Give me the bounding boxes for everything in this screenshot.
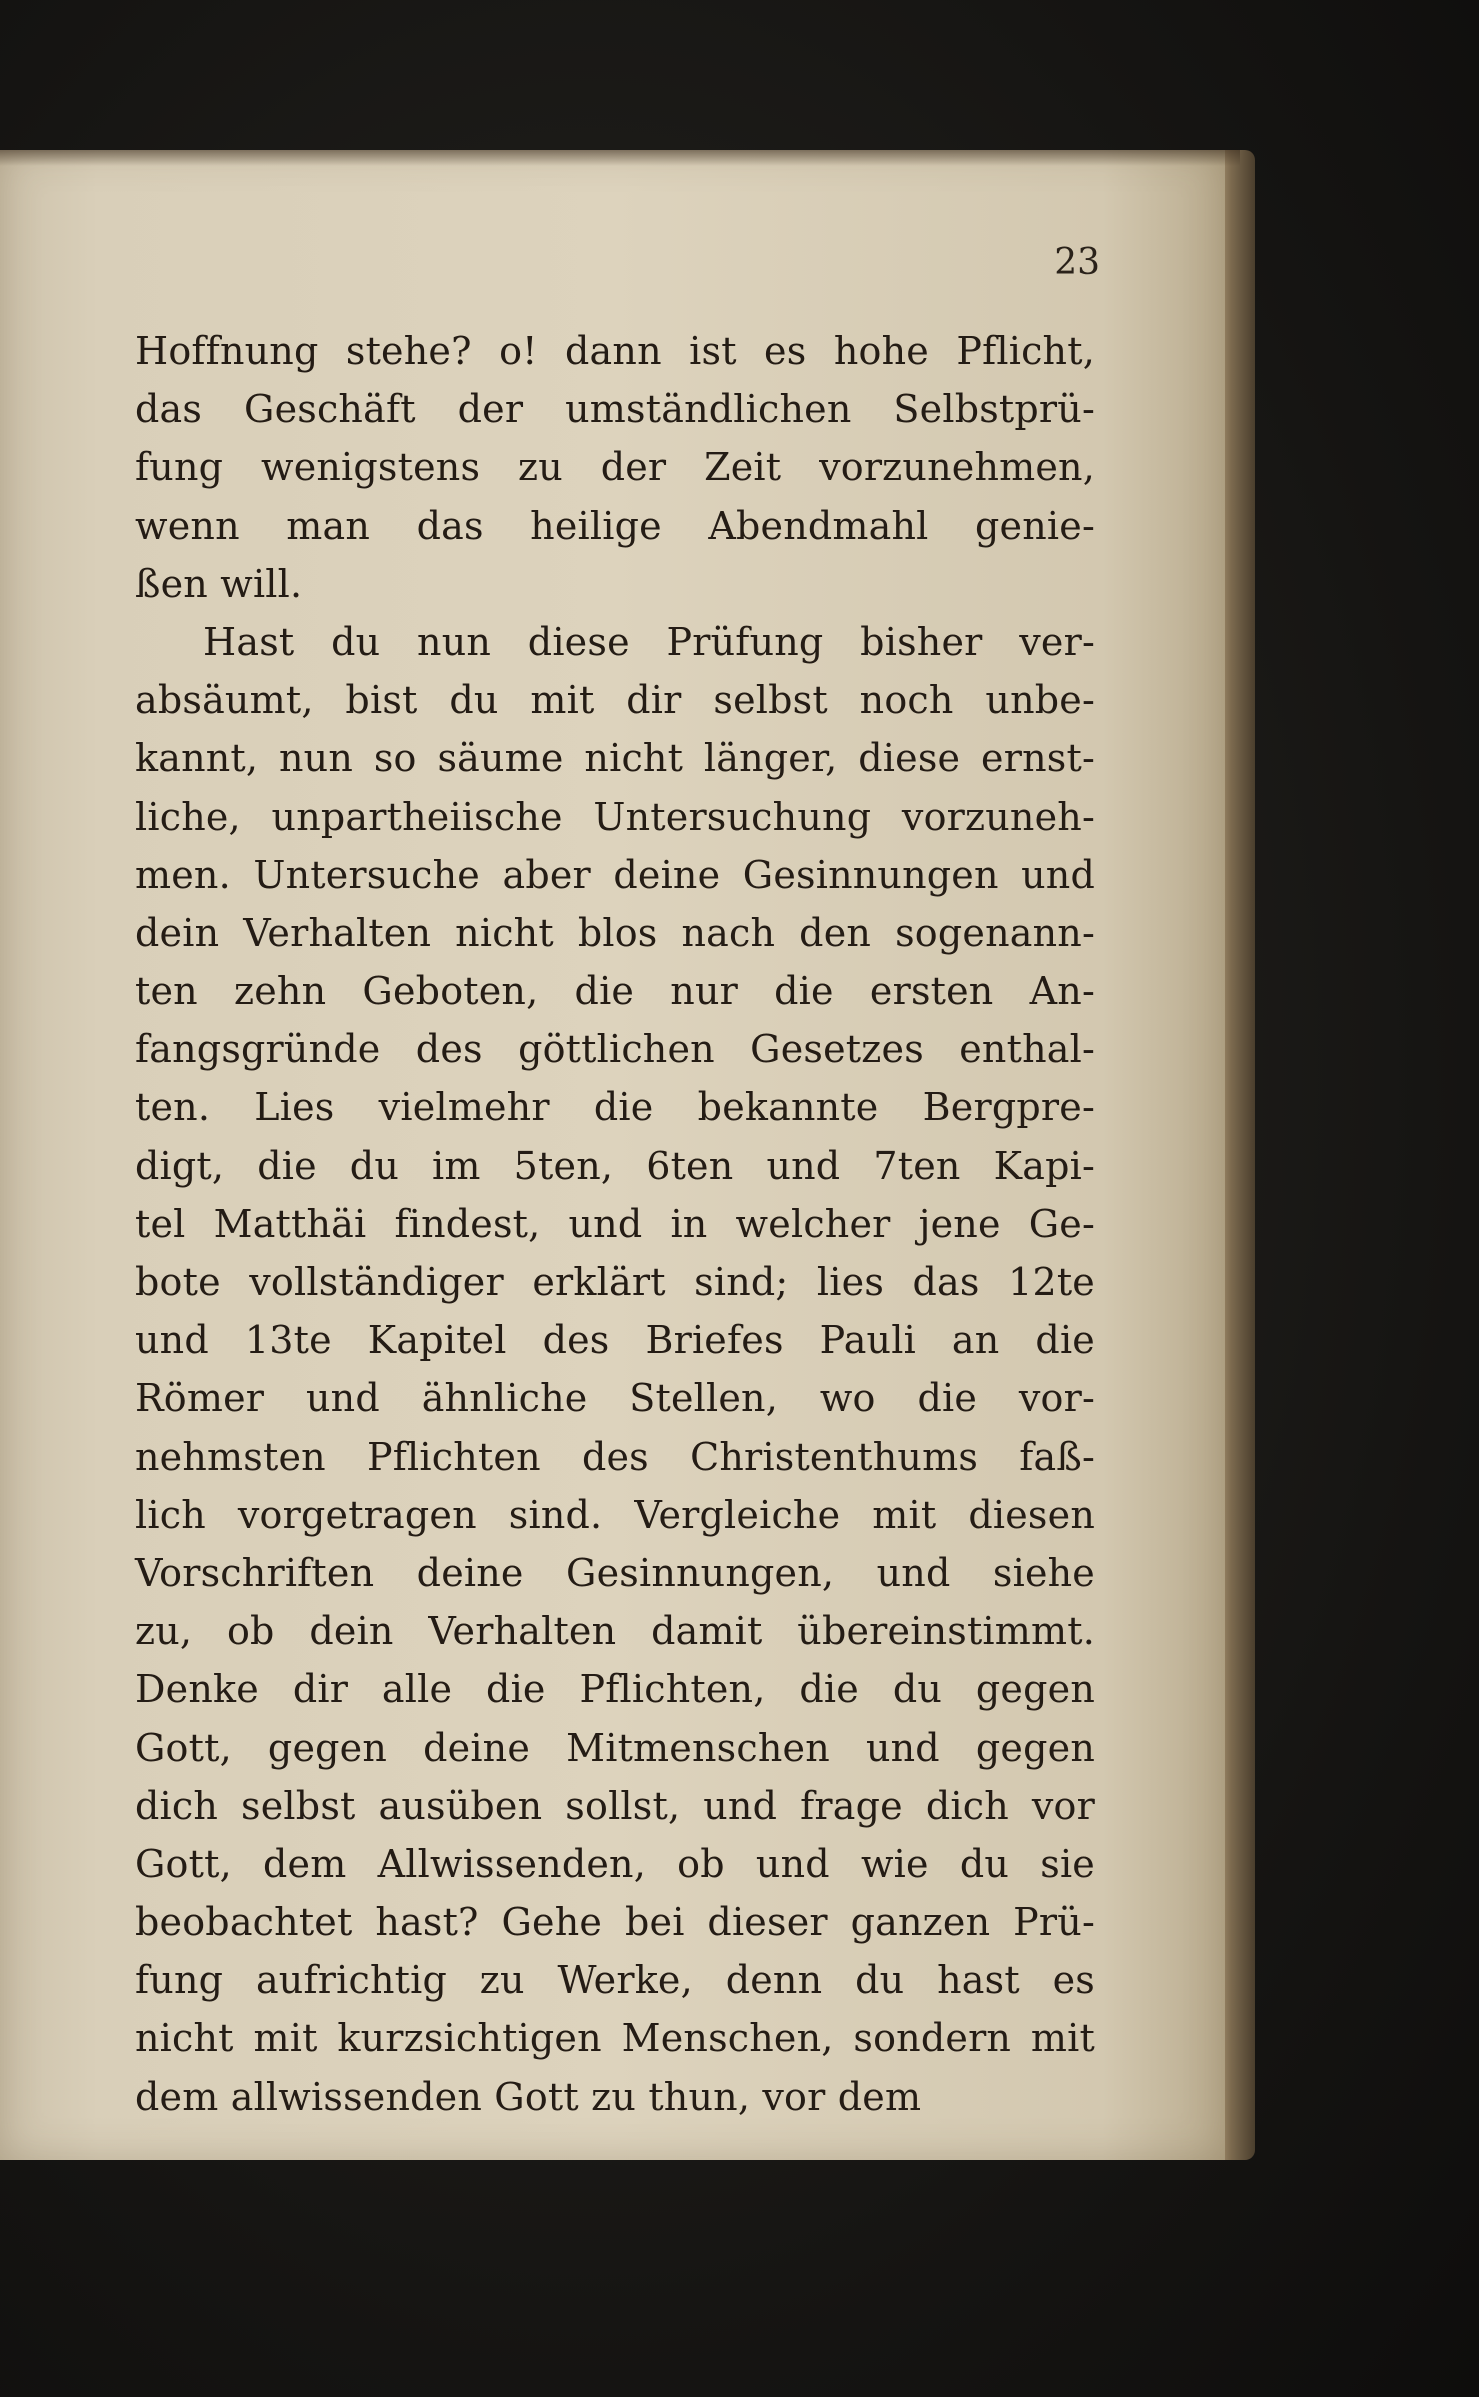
text-line: dem allwissenden Gott zu thun, vor dem [135, 2074, 922, 2119]
text-line: das Geschäft der umständlichen Selbstprü- [135, 387, 1095, 432]
text-line: ten. Lies vielmehr die bekannte Bergpre- [135, 1085, 1095, 1130]
text-line: wenn man das heilige Abendmahl genie- [135, 503, 1095, 548]
text-line: men. Untersuche aber deine Gesinnungen und [135, 852, 1095, 897]
text-line: Hast du nun diese Prüfung bisher ver- [203, 619, 1095, 664]
text-line: bote vollständiger erklärt sind; lies das 12te [135, 1260, 1095, 1304]
text-line: liche, unpartheiische Untersuchung vorzuneh- [135, 794, 1095, 839]
text-line: kannt, nun so säume nicht länger, diese ernst- [135, 736, 1095, 781]
text-line: absäumt, bist du mit dir selbst noch unbe- [135, 678, 1095, 723]
text-line: digt, die du im 5ten, 6ten und 7ten Kapi- [135, 1143, 1095, 1188]
text-line: fung aufrichtig zu Werke, denn du hast es [135, 1958, 1095, 2003]
text-line: tel Matthäi findest, und in welcher jene Ge- [135, 1201, 1095, 1246]
text-line: dich selbst ausüben sollst, und frage dich vor [135, 1783, 1095, 1828]
text-line: fung wenigstens zu der Zeit vorzunehmen, [135, 445, 1095, 490]
text-line: zu, ob dein Verhalten damit übereinstimmt. [135, 1609, 1095, 1654]
text-line: Römer und ähnliche Stellen, wo die vor- [135, 1376, 1095, 1421]
text-line: Hoffnung stehe? o! dann ist es hohe Pflicht, [135, 329, 1095, 373]
text-line: ßen will. [135, 561, 303, 606]
text-line: und 13te Kapitel des Briefes Pauli an die [135, 1318, 1095, 1363]
text-line: lich vorgetragen sind. Vergleiche mit diesen [135, 1492, 1095, 1537]
text-line: Denke dir alle die Pflichten, die du gegen [135, 1667, 1095, 1712]
text-line: Gott, dem Allwissenden, ob und wie du sie [135, 1841, 1095, 1886]
page-top-shadow [0, 150, 1240, 166]
text-line: dein Verhalten nicht blos nach den sogenann- [135, 910, 1095, 955]
text-line: ten zehn Geboten, die nur die ersten An- [135, 969, 1095, 1014]
page-number: 23 [1054, 242, 1100, 283]
text-line: fangsgründe des göttlichen Gesetzes enthal- [135, 1027, 1095, 1072]
text-line: nehmsten Pflichten des Christenthums faß- [135, 1434, 1095, 1479]
text-line: nicht mit kurzsichtigen Menschen, sondern mit [135, 2016, 1095, 2061]
text-line: Gott, gegen deine Mitmenschen und gegen [135, 1725, 1095, 1770]
text-line: beobachtet hast? Gehe bei dieser ganzen Prü- [135, 1900, 1095, 1945]
body-text [135, 322, 1095, 2126]
text-line: Vorschriften deine Gesinnungen, und siehe [135, 1550, 1095, 1595]
